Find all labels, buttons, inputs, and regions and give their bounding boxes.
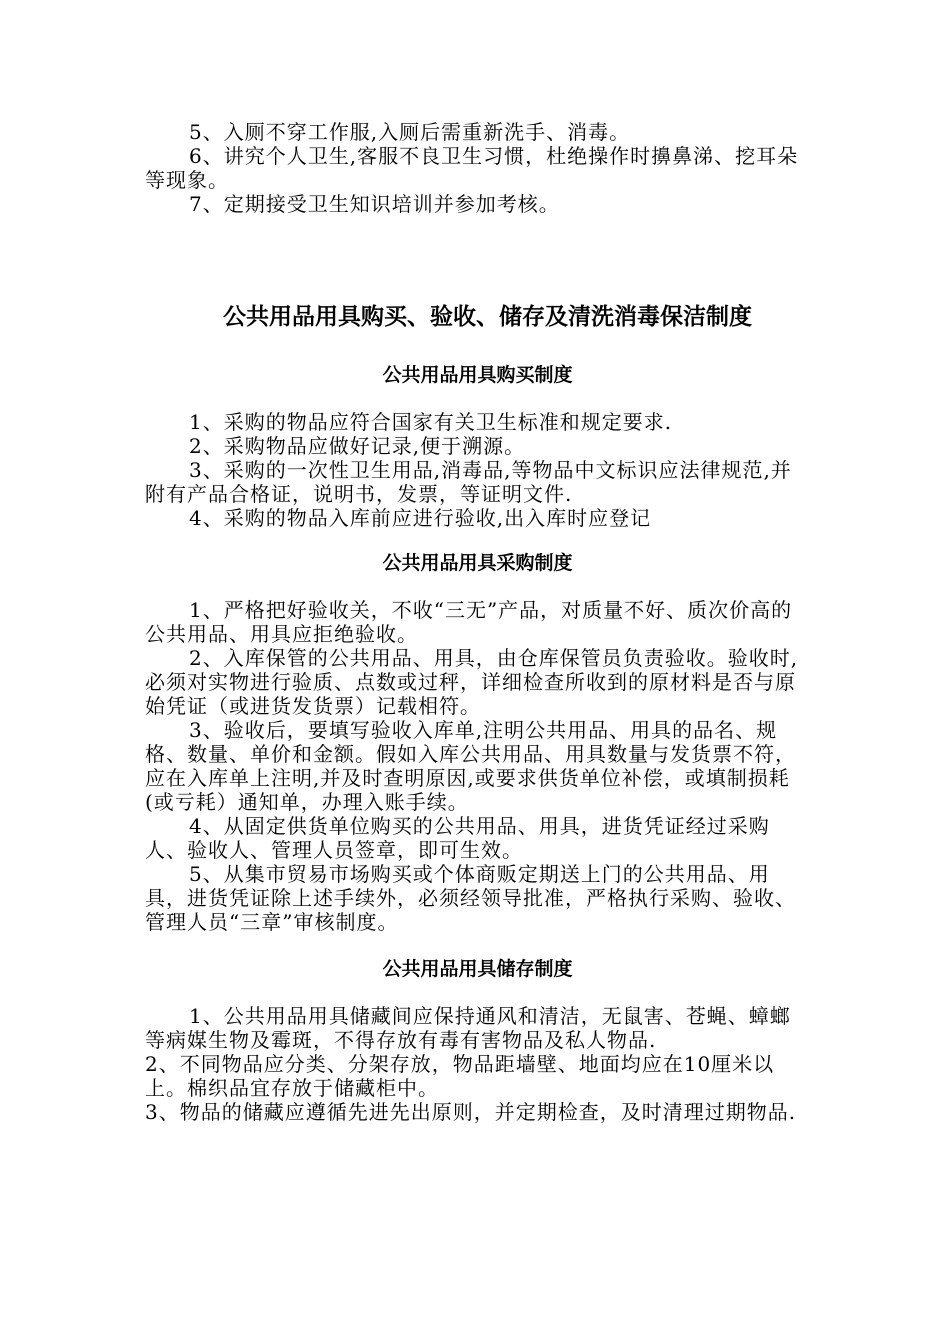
section-heading-purchase: 公共用品用具购买制度: [382, 364, 573, 386]
document-body: [145, 120, 810, 1124]
section-heading-procurement: 公共用品用具采购制度: [382, 552, 573, 574]
list-item: 2、采购物品应做好记录,便于溯源。: [189, 434, 526, 458]
list-item: 3、验收后，要填写验收入库单,注明公共用品、用具的品名、规格、数量、单价和金额。假如入库公共用品、用具数量与发货票不符，应在入库单上注明,并及时查明原因,或要求供货单位补偿，或填制损耗(或亏耗）通知单，办理入账手续。: [145, 718, 796, 814]
list-item: 3、物品的储藏应遵循先进先出原则，并定期检查，及时清理过期物品.: [145, 1100, 797, 1124]
section-storage-list: [145, 1004, 810, 1124]
list-item: 2、入库保管的公共用品、用具，由仓库保管员负责验收。验收时,必须对实物进行验质、点数或过秤，详细检查所收到的原材料是否与原始凭证（或进货发货票）记载相符。: [145, 646, 799, 718]
list-item: 3、采购的一次性卫生用品,消毒品,等物品中文标识应法律规范,并附有产品合格证，说明书，发票，等证明文件.: [145, 458, 792, 506]
section-procurement-list: [145, 598, 810, 934]
list-item: 7、定期接受卫生知识培训并参加考核。: [189, 192, 560, 216]
list-item: 5、入厕不穿工作服,入厕后需重新洗手、消毒。: [189, 120, 631, 144]
section-heading-storage: 公共用品用具储存制度: [382, 958, 573, 980]
list-item: 5、从集市贸易市场购买或个体商贩定期送上门的公共用品、用具，进货凭证除上述手续外，必须经领导批准，严格执行采购、验收、管理人员“三章”审核制度。: [145, 862, 796, 934]
list-item: 1、公共用品用具储藏间应保持通风和清洁，无鼠害、苍蝇、蟑螂等病媒生物及霉斑，不得存放有毒有害物品及私人物品.: [145, 1004, 791, 1052]
list-item: 4、采购的物品入库前应进行验收,出入库时应登记: [189, 506, 652, 530]
intro-list: [145, 120, 810, 216]
list-item: 2、不同物品应分类、分架存放，物品距墙壁、地面均应在10厘米以上。棉织品宜存放于储藏柜中。: [145, 1052, 775, 1100]
list-item: 1、采购的物品应符合国家有关卫生标准和规定要求.: [189, 410, 673, 434]
main-title: 公共用品用具购买、验收、储存及清洗消毒保洁制度: [223, 304, 752, 330]
list-item: 4、从固定供货单位购买的公共用品、用具，进货凭证经过采购人、验收人、管理人员签章，即可生效。: [145, 814, 770, 862]
section-purchase-list: [145, 410, 810, 530]
list-item: 1、严格把好验收关，不收“三无”产品，对质量不好、质次价高的公共用品、用具应拒绝验收。: [145, 598, 793, 646]
list-item: 6、讲究个人卫生,客服不良卫生习惯，杜绝操作时擤鼻涕、挖耳朵等现象。: [145, 144, 799, 192]
